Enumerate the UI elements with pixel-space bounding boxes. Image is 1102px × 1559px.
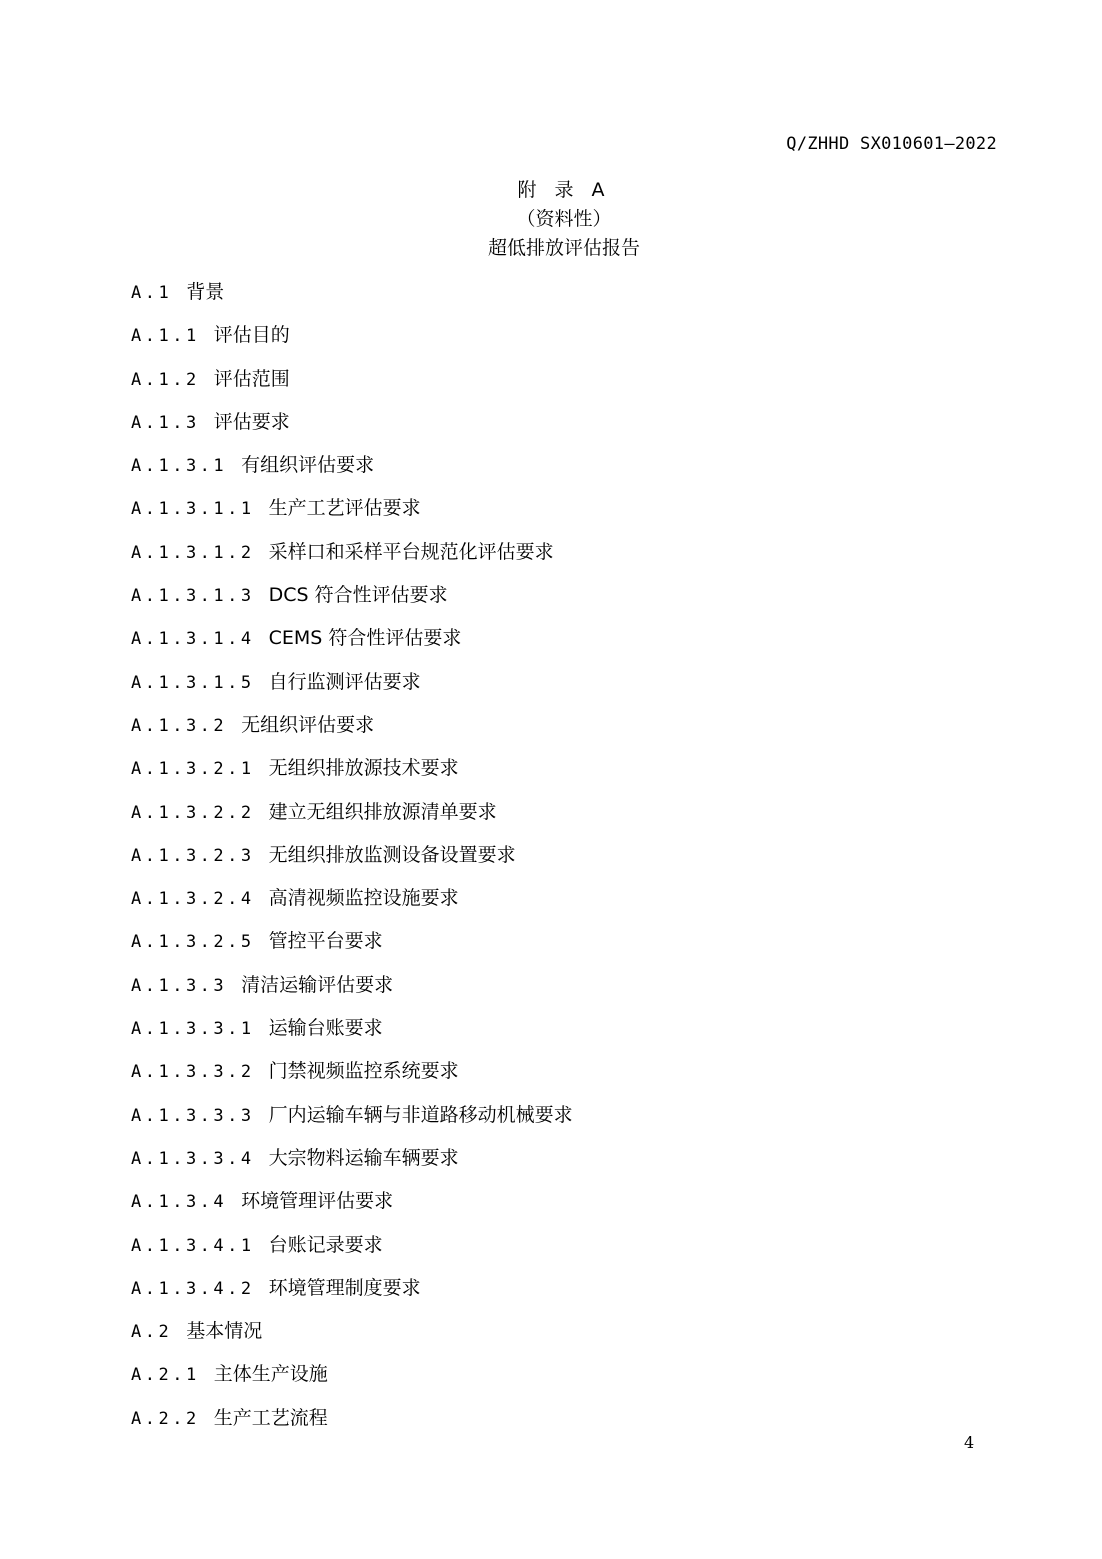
section-title: 有组织评估要求 — [241, 454, 375, 477]
outline-item — [131, 841, 573, 884]
section-title: 高清视频监控设施要求 — [268, 887, 459, 910]
section-number: A.1.3.3.2 — [131, 1062, 255, 1083]
section-outline — [131, 278, 573, 1447]
outline-item — [131, 1144, 573, 1187]
appendix-label: 附 录 A — [517, 179, 611, 201]
section-title: CEMS 符合性评估要求 — [268, 627, 462, 650]
section-number: A.1.3.1.2 — [131, 542, 255, 563]
section-title: 评估范围 — [213, 367, 290, 390]
section-number: A.1.3.3.4 — [131, 1148, 255, 1169]
outline-item — [131, 581, 573, 624]
section-title: 大宗物料运输车辆要求 — [268, 1146, 459, 1169]
appendix-type: （资料性） — [516, 208, 612, 230]
outline-item — [131, 451, 573, 494]
document-code: Q/ZHHD SX010601—2022 — [786, 134, 997, 154]
section-number: A.1.3.3.1 — [131, 1019, 255, 1040]
outline-item — [131, 1404, 573, 1447]
section-title: 无组织排放监测设备设置要求 — [268, 843, 516, 866]
section-number: A.1.3.2 — [131, 715, 228, 736]
section-number: A.1.3.4.2 — [131, 1278, 255, 1299]
outline-item — [131, 1317, 573, 1360]
section-number: A.1 — [131, 283, 173, 303]
section-number: A.1.3 — [131, 412, 200, 433]
outline-item — [131, 754, 573, 797]
section-number: A.1.3.4.1 — [131, 1235, 255, 1256]
section-title: 厂内运输车辆与非道路移动机械要求 — [268, 1103, 573, 1126]
section-title: 清洁运输评估要求 — [241, 973, 394, 996]
outline-item — [131, 408, 573, 451]
section-title: 环境管理评估要求 — [241, 1190, 394, 1213]
section-number: A.2 — [131, 1322, 173, 1343]
section-title: 台账记录要求 — [268, 1233, 383, 1256]
section-number: A.1.3.4 — [131, 1192, 228, 1213]
section-number: A.1.3.2.2 — [131, 802, 255, 823]
section-number: A.1.3.3 — [131, 975, 228, 996]
section-title: 生产工艺流程 — [213, 1406, 328, 1429]
outline-item — [131, 1101, 573, 1144]
section-title: DCS 符合性评估要求 — [268, 584, 448, 607]
section-number: A.1.3.2.1 — [131, 759, 255, 780]
section-number: A.1.3.1 — [131, 456, 228, 477]
outline-item — [131, 1187, 573, 1230]
appendix-title: 超低排放评估报告 — [487, 237, 640, 259]
section-number: A.1.3.1.5 — [131, 672, 255, 693]
appendix-heading — [0, 176, 1102, 263]
section-title: 生产工艺评估要求 — [268, 497, 421, 520]
section-number: A.1.3.2.4 — [131, 889, 255, 910]
outline-item — [131, 624, 573, 667]
section-number: A.1.3.1.4 — [131, 629, 255, 650]
section-title: 背景 — [186, 281, 225, 303]
section-number: A.1.3.2.5 — [131, 932, 255, 953]
section-number: A.1.2 — [131, 369, 200, 390]
section-number: A.1.3.3.3 — [131, 1105, 255, 1126]
section-number: A.2.1 — [131, 1365, 200, 1386]
outline-item — [131, 1274, 573, 1317]
outline-item — [131, 884, 573, 927]
section-title: 主体生产设施 — [213, 1363, 328, 1386]
section-title: 运输台账要求 — [268, 1017, 383, 1040]
outline-item — [131, 927, 573, 970]
section-title: 无组织评估要求 — [241, 713, 375, 736]
outline-item — [131, 278, 573, 321]
section-title: 管控平台要求 — [268, 930, 383, 953]
outline-item — [131, 798, 573, 841]
page-number: 4 — [964, 1433, 975, 1452]
section-title: 评估要求 — [213, 410, 290, 433]
outline-item — [131, 1057, 573, 1100]
section-title: 无组织排放源技术要求 — [268, 757, 459, 780]
outline-item — [131, 365, 573, 408]
section-number: A.1.1 — [131, 326, 200, 347]
section-number: A.1.3.2.3 — [131, 845, 255, 866]
section-number: A.1.3.1.1 — [131, 499, 255, 520]
outline-item — [131, 711, 573, 754]
section-title: 门禁视频监控系统要求 — [268, 1060, 459, 1083]
section-number: A.2.2 — [131, 1408, 200, 1429]
outline-item — [131, 668, 573, 711]
outline-item — [131, 971, 573, 1014]
section-title: 自行监测评估要求 — [268, 670, 421, 693]
section-title: 建立无组织排放源清单要求 — [268, 800, 497, 823]
section-title: 环境管理制度要求 — [268, 1276, 421, 1299]
section-title: 评估目的 — [213, 324, 290, 347]
section-number: A.1.3.1.3 — [131, 586, 255, 607]
outline-item — [131, 1360, 573, 1403]
outline-item — [131, 1231, 573, 1274]
outline-item — [131, 494, 573, 537]
section-title: 采样口和采样平台规范化评估要求 — [268, 540, 554, 563]
section-title: 基本情况 — [186, 1320, 263, 1343]
outline-item — [131, 538, 573, 581]
outline-item — [131, 321, 573, 364]
outline-item — [131, 1014, 573, 1057]
